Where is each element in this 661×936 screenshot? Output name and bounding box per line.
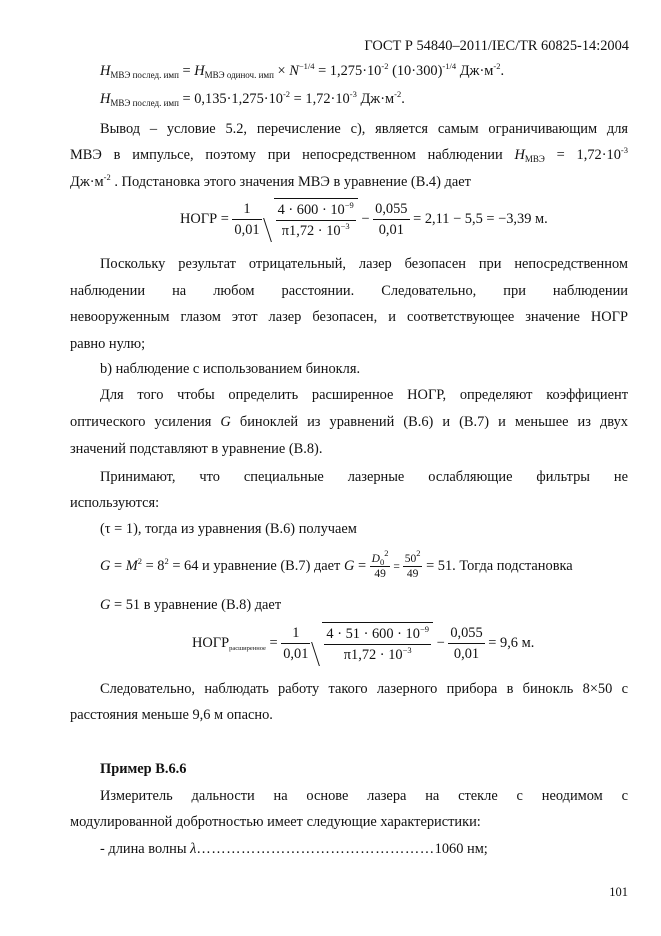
paragraph-10-line-2: модулированной добротностью имеет следующие характеристики:: [70, 814, 481, 830]
paragraph-10-line-1: Измеритель дальности на основе лазера на стекле с неодимом с: [100, 788, 628, 804]
paragraph-4-line-1: Для того чтобы определить расширенное НОГР, определяют коэффициент: [100, 387, 628, 403]
wavelength-item: - длина волны λ…………………………………………1060 нм;: [100, 841, 488, 857]
paragraph-2-line-1: Поскольку результат отрицательный, лазер безопасен при непосредственном: [100, 256, 628, 272]
document-header: ГОСТ Р 54840–2011/IEC/TR 60825-14:2004: [364, 38, 629, 54]
paragraph-9-line-2: расстояния меньше 9,6 м опасно.: [70, 707, 273, 723]
paragraph-1-line-1: Вывод – условие 5.2, перечисление c), является самым ограничивающим для: [100, 121, 628, 137]
formula-2: $H_{МВЭ послед. имп} = 0,135\cdot 1,275\cdot 10^{-2} = 1,72\cdot 10^{-3}$ $Дж\cdot м^{-2}$.: [100, 89, 405, 108]
formula-nogr: НОГР = $\frac{1}{0,01}$ $\frac{4 \cdot 600 \cdot 10^{-9}}{\pi 1,72 \cdot 10^{-3}}$ − $\frac{0,055}{0,01}$ = 2,11 − 5,5 = −3,39 м.: [180, 200, 548, 239]
paragraph-1-line-2: МВЭ в импульсе, поэтому при непосредственном наблюдении $H_{МВЭ} = 1,72\cdot 10^{-3}$: [70, 145, 628, 164]
item-binocular: b) наблюдение с использованием бинокля.: [100, 361, 361, 377]
formula-1: $H_{МВЭ послед. имп} = H_{МВЭ одиноч. имп} \times N^{-1/4} = 1,275\cdot 10^{-2}$ $(10\cdot 300)^{-1/4}$ $Дж\cdot м^{-2}$.: [100, 61, 505, 80]
paragraph-6: (τ = 1), тогда из уравнения (В.6) получаем: [100, 521, 357, 537]
paragraph-1-line-3: $Дж\cdot м^{-2}$ . Подстановка этого значения МВЭ в уравнение (В.4) дает: [70, 172, 471, 190]
paragraph-8: G = 51 в уравнение (В.8) дает: [100, 597, 282, 613]
paragraph-4-line-2: оптического усиления G биноклей из уравнений (В.6) и (В.7) и меньшее из двух: [70, 414, 628, 430]
paragraph-4-line-3: значений подставляют в уравнение (В.8).: [70, 441, 323, 457]
page-number: 101: [609, 885, 628, 899]
paragraph-7: $G = M^2 = 8^2 = 64$ и уравнение (В.7) дает G = $\frac{D_0^2}{49}$ = $\frac{50^2}{49}$ = 51. Тогда подстановка: [100, 548, 573, 581]
paragraph-9-line-1: Следовательно, наблюдать работу такого лазерного прибора в бинокль 8×50 с: [100, 681, 628, 697]
example-title: Пример В.6.6: [100, 761, 187, 777]
paragraph-5-line-2: используются:: [70, 495, 160, 511]
paragraph-2-line-3: невооруженным глазом этот лазер безопасен, и соответствующее значение НОГР: [70, 309, 628, 325]
paragraph-2-line-4: равно нулю;: [70, 336, 146, 352]
formula-nogr-extended: $НОГР_{расширенное}$ = $\frac{1}{0,01}$ $\frac{4 \cdot 51 \cdot 600 \cdot 10^{-9}}{\pi 1,72 \cdot 10^{-3}}$ − $\frac{0,055}{0,01}$ = 9,6 м.: [192, 624, 535, 663]
paragraph-2-line-2: наблюдении на любом расстоянии. Следовательно, при наблюдении: [70, 283, 628, 299]
paragraph-5-line-1: Принимают, что специальные лазерные ослабляющие фильтры не: [100, 469, 628, 485]
